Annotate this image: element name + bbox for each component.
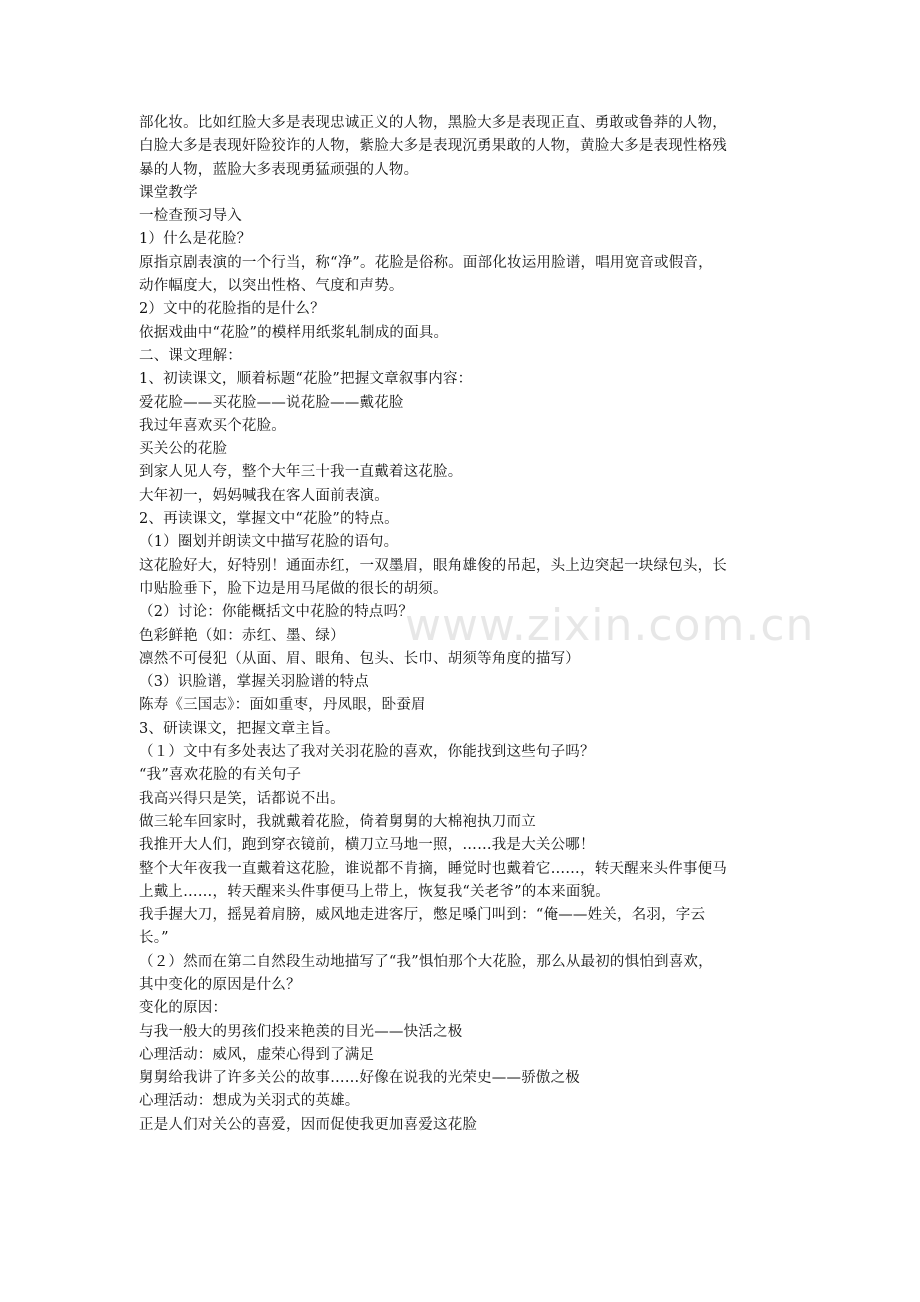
text-line: 课堂教学: [139, 184, 198, 201]
text-line: 整个大年夜我一直戴着这花脸，谁说都不肯摘，睡觉时也戴着它……，转天醒来头件事便马: [139, 860, 727, 877]
text-line: 部化妆。比如红脸大多是表现忠诚正义的人物，黑脸大多是表现正直、勇敢或鲁莽的人物，: [139, 115, 727, 131]
text-line: “我”喜欢花脸的有关句子: [139, 767, 302, 784]
document-body: [139, 112, 789, 1137]
text-line: 买关公的花脸: [139, 441, 228, 458]
text-line: 正是人们对关公的喜爱，因而促使我更加喜爱这花脸: [139, 1116, 478, 1133]
text-line: 爱花脸——买花脸——说花脸——戴花脸: [139, 394, 404, 411]
text-line: （２）然而在第二自然段生动地描写了“我”惧怕那个大花脸，那么从最初的惧怕到喜欢，: [139, 953, 713, 970]
text-line: 心理活动：想成为关羽式的英雄。: [139, 1093, 360, 1110]
text-line: 色彩鲜艳（如：赤红、墨、绿）: [139, 627, 345, 644]
text-line: 长。”: [139, 930, 169, 947]
text-line: 一检查预习导入: [139, 208, 242, 225]
text-line: 1、初读课文，顺着标题“花脸”把握文章叙事内容：: [139, 371, 473, 388]
text-line: （2）讨论：你能概括文中花脸的特点吗？: [139, 604, 414, 621]
text-line: 白脸大多是表现奸险狡诈的人物，紫脸大多是表现沉勇果敢的人物，黄脸大多是表现性格残: [139, 138, 727, 155]
text-line: 上戴上……，转天醒来头件事便马上带上，恢复我“关老爷”的本来面貌。: [139, 883, 610, 900]
text-line: 陈寿《三国志》：面如重枣，丹凤眼，卧蚕眉: [139, 697, 426, 714]
text-line: 3、研读课文，把握文章主旨。: [139, 720, 340, 737]
text-line: 大年初一，妈妈喊我在客人面前表演。: [139, 487, 389, 504]
text-line: （3）识脸谱，掌握关羽脸谱的特点: [139, 674, 369, 691]
text-line: 2、再读课文，掌握文中“花脸”的特点。: [139, 511, 399, 528]
text-line: 2）文中的花脸指的是什么？: [139, 301, 325, 318]
watermark: www.zixin.com.cn: [405, 600, 815, 651]
text-line: 变化的原因：: [139, 1000, 228, 1017]
text-line: 做三轮车回家时，我就戴着花脸，倚着舅舅的大棉袍执刀而立: [139, 813, 536, 830]
text-line: 动作幅度大，以突出性格、气度和声势。: [139, 278, 404, 295]
text-line: 到家人见人夸，整个大年三十我一直戴着这花脸。: [139, 464, 463, 481]
text-line: 我过年喜欢买个花脸。: [139, 417, 286, 434]
text-line: 原指京剧表演的一个行当，称“净”。花脸是俗称。面部化妆运用脸谱，唱用宽音或假音，: [139, 254, 713, 271]
text-line: （1）圈划并朗读文中描写花脸的语句。: [139, 534, 399, 551]
text-line: 我高兴得只是笑，话都说不出。: [139, 790, 345, 807]
text-line: 二、课文理解：: [139, 347, 242, 364]
text-line: （１）文中有多处表达了我对关羽花脸的喜欢，你能找到这些句子吗？: [139, 744, 595, 761]
text-line: 巾贴脸垂下，脸下边是用马尾做的很长的胡须。: [139, 580, 448, 597]
text-line: 其中变化的原因是什么？: [139, 976, 301, 993]
text-line: 1）什么是花脸？: [139, 231, 252, 248]
text-line: 我推开大人们，跑到穿衣镜前，横刀立马地一照，……我是大关公哪！: [139, 837, 595, 854]
text-line: 我手握大刀，摇晃着肩膀，威风地走进客厅，憋足嗓门叫到：“俺——姓关，名羽，字云: [139, 907, 706, 924]
text-line: 心理活动：威风，虚荣心得到了满足: [139, 1046, 375, 1063]
text-line: 依据戏曲中“花脸”的模样用纸浆轧制成的面具。: [139, 324, 449, 341]
text-line: 这花脸好大，好特别！通面赤红，一双墨眉，眼角雄俊的吊起，头上边突起一块绿包头，长: [139, 557, 727, 574]
text-line: 与我一般大的男孩们投来艳羡的目光——快活之极: [139, 1023, 463, 1040]
text-line: 凛然不可侵犯（从面、眉、眼角、包头、长巾、胡须等角度的描写）: [139, 650, 580, 667]
text-line: 舅舅给我讲了许多关公的故事……好像在说我的光荣史——骄傲之极: [139, 1070, 580, 1087]
text-line: 暴的人物，蓝脸大多表现勇猛顽强的人物。: [139, 161, 419, 178]
